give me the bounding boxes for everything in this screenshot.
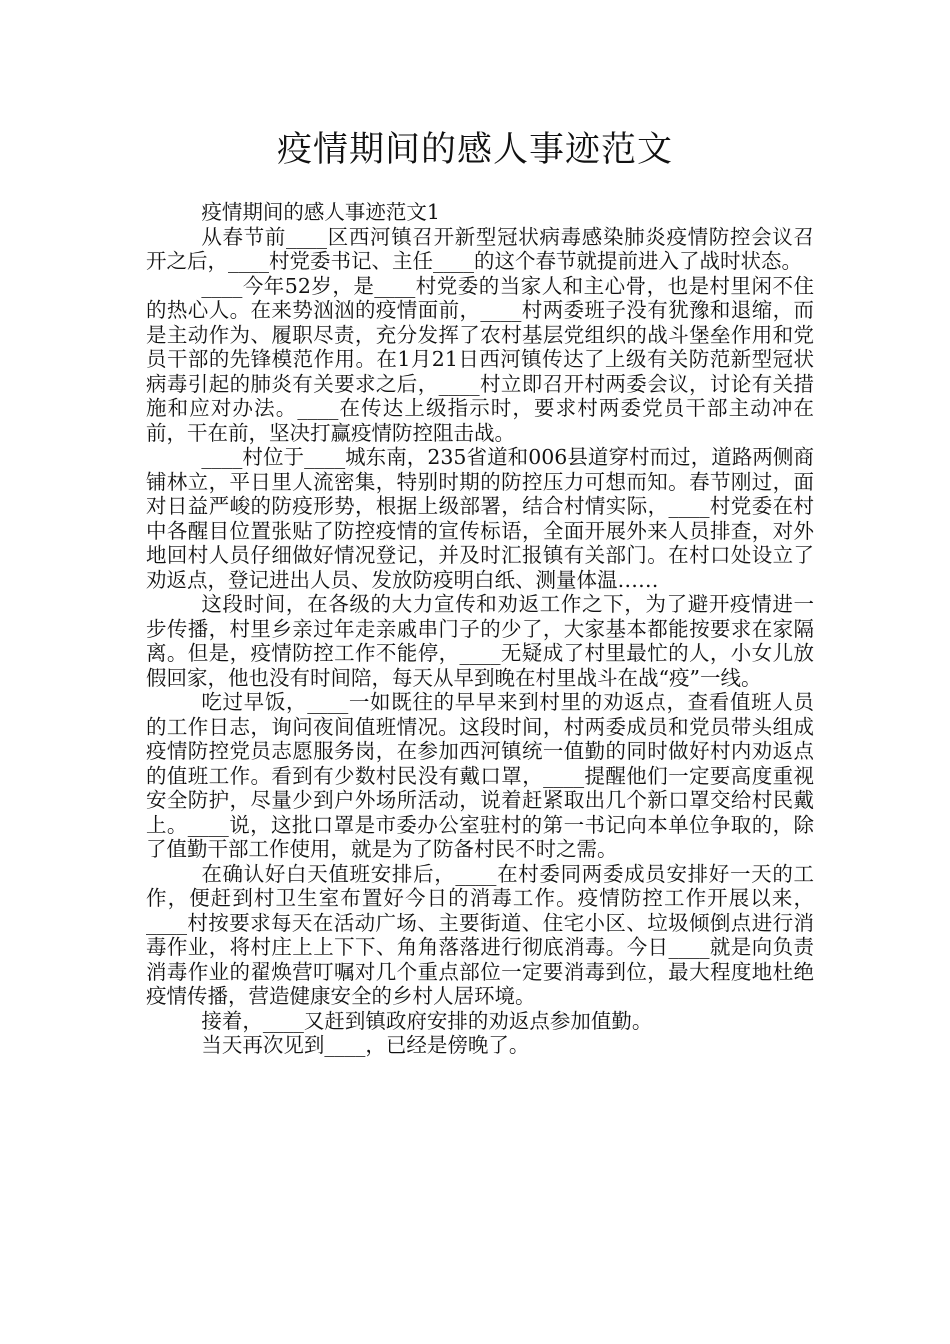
paragraph: 这段时间，在各级的大力宣传和劝返工作之下，为了避开疫情进一步传播，村里乡亲过年走亲戚串门子的少了，大家基本都能按要求在家隔离。但是，疫情防控工作不能停，____无疑成了村里最忙的人，小女儿放假回家，他也没有时间陪，每天从早到晚在村里战斗在战“疫”一线。 xyxy=(146,592,814,690)
paragraph: 接着，____又赶到镇政府安排的劝返点参加值勤。 xyxy=(201,1008,653,1033)
paragraph: ____今年52岁，是____村党委的当家人和主心骨，也是村里闲不住的热心人。在来势汹汹的疫情面前，____村两委班子没有犹豫和退缩，而是主动作为、履职尽责，充分发挥了农村基层党组织的战斗堡垒作用和党员干部的先锋模范作用。在1月21日西河镇传达了上级有关防范新型冠状病毒引起的肺炎有关要求之后，____村立即召开村两委会议，讨论有关措施和应对办法。____在传达上级指示时，要求村两委党员干部主动冲在前，干在前，坚决打赢疫情防控阻击战。 xyxy=(146,273,814,445)
document-body xyxy=(146,200,814,1058)
paragraph: 当天再次见到____，已经是傍晚了。 xyxy=(201,1033,530,1057)
paragraph: ____村位于____城东南，235省道和006县道穿村而过，道路两侧商铺林立，平日里人流密集，特别时期的防控压力可想而知。春节刚过，面对日益严峻的防疫形势，根据上级部署，结合村情实际，____村党委在村中各醒目位置张贴了防控疫情的宣传标语，全面开展外来人员排查，对外地回村人员仔细做好情况登记，并及时汇报镇有关部门。在村口处设立了劝返点，登记进出人员、发放防疫明白纸、测量体温…… xyxy=(146,445,814,592)
section-heading: 疫情期间的感人事迹范文1 xyxy=(201,200,440,224)
paragraph: 在确认好白天值班安排后，____在村委同两委成员安排好一天的工作，便赶到村卫生室布置好今日的消毒工作。疫情防控工作开展以来，____村按要求每天在活动广场、主要街道、住宅小区、垃圾倾倒点进行消毒作业，将村庄上上下下、角角落落进行彻底消毒。今日____就是向负责消毒作业的翟焕营叮嘱对几个重点部位一定要消毒到位，最大程度地杜绝疫情传播，营造健康安全的乡村人居环境。 xyxy=(146,861,814,1008)
paragraph: 从春节前____区西河镇召开新型冠状病毒感染肺炎疫情防控会议召开之后，____村党委书记、主任____的这个春节就提前进入了战时状态。 xyxy=(146,224,814,273)
paragraph: 吃过早饭，____一如既往的早早来到村里的劝返点，查看值班人员的工作日志，询问夜间值班情况。这段时间，村两委成员和党员带头组成疫情防控党员志愿服务岗，在参加西河镇统一值勤的同时做好村内劝返点的值班工作。看到有少数村民没有戴口罩，____提醒他们一定要高度重视安全防护，尽量少到户外场所活动，说着赶紧取出几个新口罩交给村民戴上。____说，这批口罩是市委办公室驻村的第一书记向本单位争取的，除了值勤干部工作使用，就是为了防备村民不时之需。 xyxy=(146,690,814,861)
document-title: 疫情期间的感人事迹范文 xyxy=(276,130,673,170)
